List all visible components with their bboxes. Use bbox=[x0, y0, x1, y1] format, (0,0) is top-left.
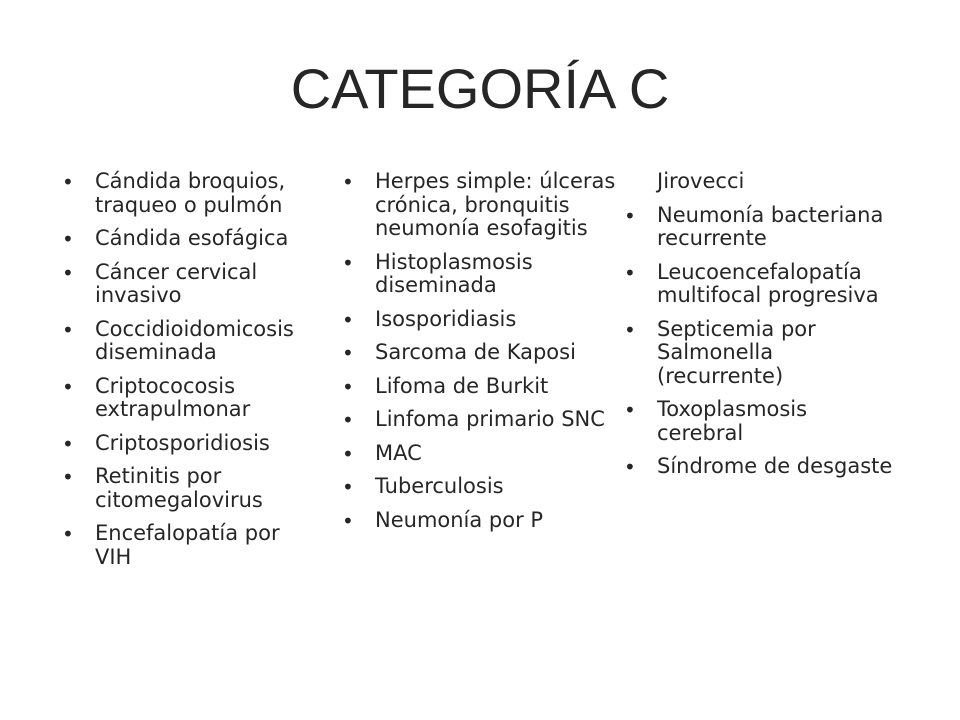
list-item-text: Criptococosis extrapulmonar bbox=[95, 373, 251, 422]
list-item-text: Síndrome de desgaste bbox=[657, 454, 893, 479]
bullet-icon: • bbox=[342, 341, 354, 366]
column-2-list bbox=[342, 169, 620, 542]
list-item-text: Herpes simple: úlceras crónica, bronquitis neumonía esofagitis bbox=[375, 169, 616, 241]
list-item-text: Isosporidiasis bbox=[375, 306, 517, 331]
bullet-icon: • bbox=[342, 307, 354, 332]
bullet-icon: • bbox=[342, 508, 354, 533]
list-item bbox=[342, 306, 620, 332]
list-item bbox=[342, 340, 620, 366]
list-item bbox=[342, 373, 620, 399]
list-item-text: Histoplasmosis diseminada bbox=[375, 249, 533, 298]
list-item-text: Coccidioidomicosis diseminada bbox=[95, 316, 294, 365]
list-item-text: Lifoma de Burkit bbox=[375, 373, 549, 398]
list-item-text: Leucoencefalopatía multifocal progresiva bbox=[657, 259, 879, 308]
list-item-text: Septicemia por Salmonella (recurrente) bbox=[657, 316, 816, 388]
bullet-icon: • bbox=[62, 227, 74, 252]
list-item bbox=[624, 259, 897, 308]
list-item bbox=[342, 507, 620, 533]
list-item bbox=[342, 169, 620, 241]
list-item bbox=[62, 521, 320, 569]
list-item bbox=[342, 474, 620, 500]
bullet-icon: • bbox=[624, 317, 636, 342]
bullet-icon: • bbox=[342, 250, 354, 275]
list-item-text: Sarcoma de Kaposi bbox=[375, 340, 576, 365]
list-item-text: Neumonía bacteriana recurrente bbox=[657, 202, 884, 251]
bullet-icon: • bbox=[624, 260, 636, 285]
list-item bbox=[62, 373, 320, 422]
list-item bbox=[624, 454, 897, 480]
column-3-list bbox=[624, 169, 897, 489]
list-item-text: Tuberculosis bbox=[375, 474, 504, 499]
list-item-text: Linfoma primario SNC bbox=[375, 407, 605, 432]
list-item bbox=[62, 226, 320, 252]
list-item-text: Neumonía por P bbox=[375, 507, 544, 532]
list-item-text: Retinitis por citomegalovirus bbox=[95, 464, 263, 512]
bullet-icon: • bbox=[62, 260, 74, 285]
list-item bbox=[342, 249, 620, 298]
bullet-icon: • bbox=[62, 170, 74, 194]
list-item-continuation: Jirovecci bbox=[657, 169, 745, 193]
bullet-icon: • bbox=[62, 522, 74, 547]
list-item-text: MAC bbox=[375, 440, 422, 465]
list-item-text: Criptosporidiosis bbox=[95, 430, 270, 455]
list-item bbox=[62, 169, 320, 217]
list-item bbox=[624, 202, 897, 251]
list-item-text: Cándida esofágica bbox=[95, 226, 289, 251]
list-item bbox=[62, 430, 320, 456]
bullet-icon: • bbox=[342, 374, 354, 399]
bullet-icon: • bbox=[342, 408, 354, 433]
list-item-text: Encefalopatía por VIH bbox=[95, 521, 280, 569]
list-item-text: Cándida broquios, traqueo o pulmón bbox=[95, 169, 286, 217]
list-item bbox=[342, 407, 620, 433]
bullet-icon: • bbox=[62, 317, 74, 342]
bullet-icon: • bbox=[624, 455, 636, 480]
list-item bbox=[624, 397, 897, 445]
bullet-icon: • bbox=[62, 465, 74, 490]
bullet-icon: • bbox=[624, 398, 636, 423]
column-1-list bbox=[62, 169, 320, 579]
bullet-icon: • bbox=[62, 374, 74, 399]
bullet-icon: • bbox=[342, 441, 354, 466]
list-item-text: Toxoplasmosis cerebral bbox=[657, 397, 808, 445]
list-item bbox=[62, 259, 320, 308]
bullet-icon: • bbox=[342, 170, 354, 194]
list-item bbox=[342, 440, 620, 466]
bullet-icon: • bbox=[342, 475, 354, 500]
list-item bbox=[62, 316, 320, 365]
bullet-icon: • bbox=[624, 203, 636, 228]
list-item bbox=[62, 464, 320, 512]
slide-title: CATEGORÍA C bbox=[290, 57, 670, 120]
bullet-icon: • bbox=[62, 431, 74, 456]
list-item bbox=[624, 316, 897, 389]
list-item-text: Cáncer cervical invasivo bbox=[95, 259, 258, 308]
